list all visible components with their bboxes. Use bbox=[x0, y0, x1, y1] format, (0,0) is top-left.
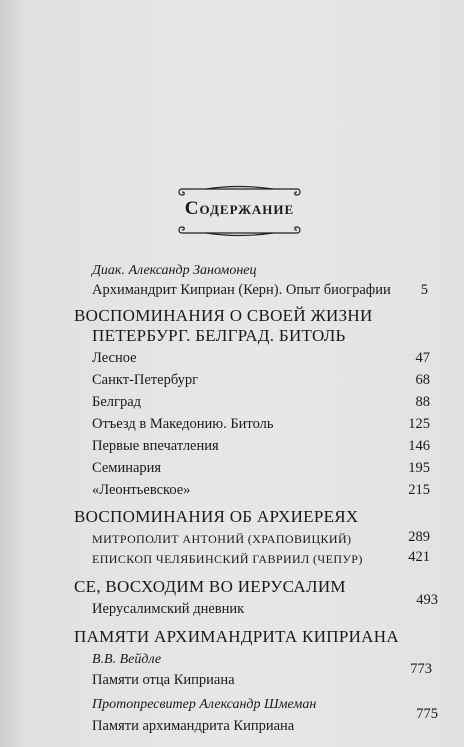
toc-entry-memory-archimandrite: Памяти архимандрита Киприана bbox=[92, 718, 295, 734]
author-zanomonets: Диак. Александр Заномонец bbox=[92, 263, 257, 278]
page-number: 68 bbox=[415, 372, 430, 388]
section-heading-memoirs: ВОСПОМИНАНИЯ О СВОЕЙ ЖИЗНИ bbox=[74, 306, 373, 325]
author-schmemann: Протопресвитер Александр Шмеман bbox=[92, 697, 317, 712]
toc-entry-lesnoe: Лесное bbox=[92, 350, 137, 366]
toc-entry-seminary: Семинария bbox=[92, 460, 162, 476]
page-number: 421 bbox=[408, 549, 430, 565]
toc-entry-jerusalem-diary: Иерусалимский дневник bbox=[92, 601, 245, 617]
page-number: 493 bbox=[416, 592, 438, 608]
toc-entry-leontievskoe: «Леонтьевское» bbox=[92, 482, 191, 498]
author-weidle: В.В. Вейдле bbox=[92, 652, 162, 667]
page-number: 146 bbox=[408, 438, 430, 454]
toc-entry-gavriil: ЕПИСКОП ЧЕЛЯБИНСКИЙ ГАВРИИЛ (ЧЕПУР) bbox=[92, 552, 363, 566]
page-title: Содержание bbox=[184, 198, 295, 219]
page-number: 215 bbox=[408, 482, 430, 498]
page-number: 125 bbox=[408, 416, 430, 432]
toc-entry-antony: МИТРОПОЛИТ АНТОНИЙ (ХРАПОВИЦКИЙ) bbox=[92, 532, 352, 546]
page-number: 195 bbox=[408, 460, 430, 476]
toc-entry-biography: Архимандрит Киприан (Керн). Опыт биографии bbox=[92, 282, 391, 298]
page-number: 775 bbox=[416, 706, 438, 722]
page-number: 88 bbox=[415, 394, 430, 410]
section-subheading-cities: ПЕТЕРБУРГ. БЕЛГРАД. БИТОЛЬ bbox=[92, 326, 346, 345]
page-number: 5 bbox=[420, 282, 428, 298]
toc-entry-spb: Санкт-Петербург bbox=[92, 372, 199, 388]
toc-entry-impressions: Первые впечатления bbox=[92, 438, 219, 454]
section-heading-memory: ПАМЯТИ АРХИМАНДРИТА КИПРИАНА bbox=[74, 627, 399, 646]
page-number: 289 bbox=[408, 529, 430, 545]
toc-entry-macedonia: Отъезд в Македонию. Битоль bbox=[92, 416, 274, 432]
section-heading-jerusalem: СЕ, ВОСХОДИМ ВО ИЕРУСАЛИМ bbox=[74, 577, 346, 596]
page-number: 773 bbox=[410, 661, 432, 677]
section-heading-bishops: ВОСПОМИНАНИЯ ОБ АРХИЕРЕЯХ bbox=[74, 507, 359, 526]
toc-entry-belgrade: Белград bbox=[92, 394, 142, 410]
page-number: 47 bbox=[415, 350, 430, 366]
toc-entry-memory-father: Памяти отца Киприана bbox=[92, 672, 235, 688]
